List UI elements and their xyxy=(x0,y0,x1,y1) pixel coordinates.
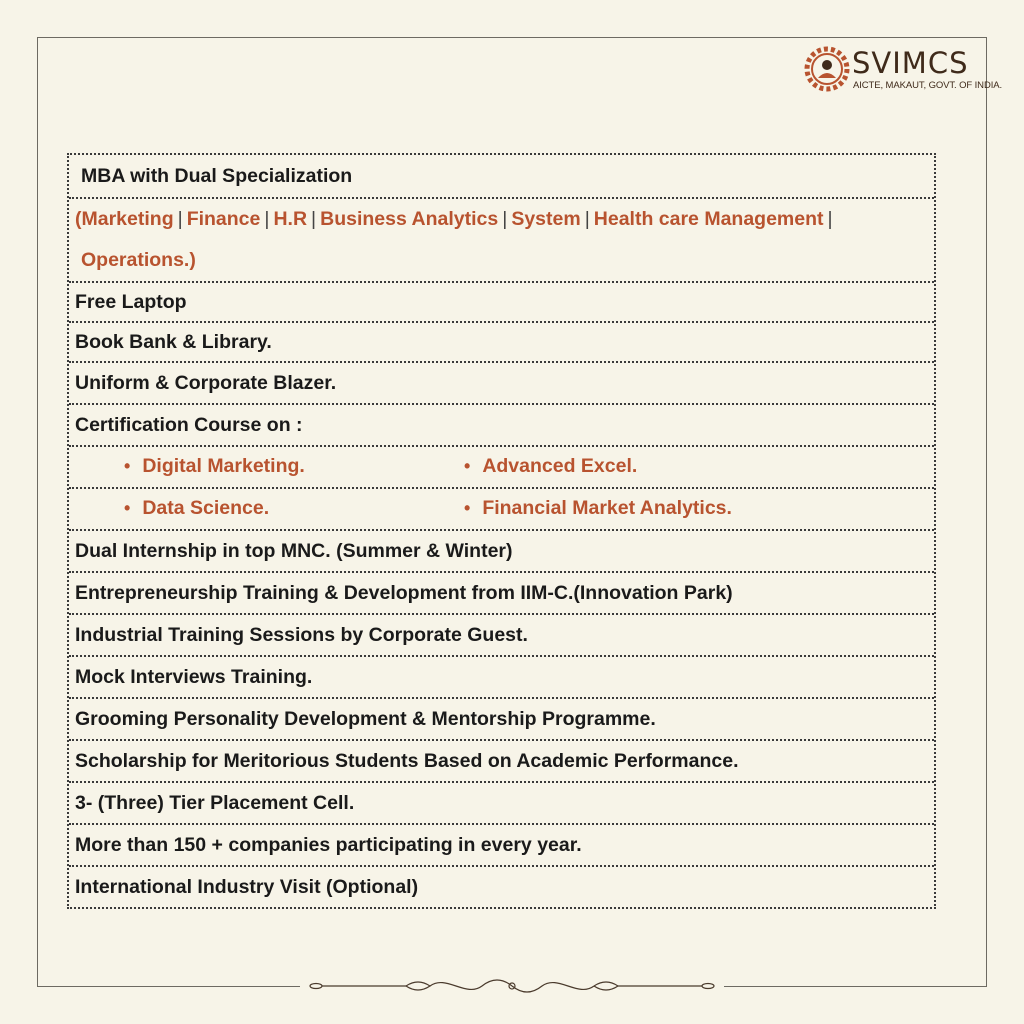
bullet-icon: • xyxy=(124,498,131,518)
list-item: Grooming Personality Development & Mentorship Programme. xyxy=(69,697,934,739)
separator: | xyxy=(264,207,270,230)
brand-name: SVIMCS xyxy=(852,46,969,80)
list-item: 3- (Three) Tier Placement Cell. xyxy=(69,781,934,823)
list-item: Scholarship for Meritorious Students Based on Academic Performance. xyxy=(69,739,934,781)
course-label: Data Science. xyxy=(142,497,270,519)
courses-row-2 xyxy=(69,487,934,529)
table-title: MBA with Dual Specialization xyxy=(81,164,353,187)
course-label: Financial Market Analytics. xyxy=(482,497,732,519)
bullet-icon: • xyxy=(464,456,471,476)
features-table xyxy=(67,153,936,909)
spec-item: Health care Management xyxy=(593,207,824,230)
brand-subtitle: AICTE, MAKAUT, GOVT. OF INDIA. xyxy=(853,80,1003,91)
bullet-icon: • xyxy=(464,498,471,518)
separator: | xyxy=(311,207,317,230)
list-item: Uniform & Corporate Blazer. xyxy=(69,361,934,403)
list-item: More than 150 + companies participating in every year. xyxy=(69,823,934,865)
specializations-open: ( xyxy=(75,207,82,230)
course-item xyxy=(124,455,305,478)
course-label: Digital Marketing. xyxy=(142,455,305,477)
course-item xyxy=(124,497,269,520)
course-item xyxy=(464,497,732,520)
list-item: International Industry Visit (Optional) xyxy=(69,865,934,907)
separator: | xyxy=(827,207,833,230)
spec-item: System xyxy=(511,207,581,230)
spec-item: Marketing xyxy=(81,207,174,230)
flourish-ornament-icon xyxy=(306,974,718,998)
separator: | xyxy=(177,207,183,230)
list-item: Mock Interviews Training. xyxy=(69,655,934,697)
spec-item: Business Analytics xyxy=(320,207,499,230)
courses-row-1 xyxy=(69,445,934,487)
list-item: Dual Internship in top MNC. (Summer & Winter) xyxy=(69,529,934,571)
list-item: Entrepreneurship Training & Development from IIM-C.(Innovation Park) xyxy=(69,571,934,613)
specializations-tail: Operations.) xyxy=(81,248,196,271)
specializations-row xyxy=(69,197,934,239)
spec-item: H.R xyxy=(273,207,308,230)
separator: | xyxy=(584,207,590,230)
list-item: Book Bank & Library. xyxy=(69,321,934,361)
course-item xyxy=(464,455,637,478)
separator: | xyxy=(502,207,508,230)
bullet-icon: • xyxy=(124,456,131,476)
list-item: Industrial Training Sessions by Corporate Guest. xyxy=(69,613,934,655)
spec-item: Finance xyxy=(186,207,261,230)
course-label: Advanced Excel. xyxy=(482,455,638,477)
gear-emblem-icon xyxy=(807,49,847,89)
list-item: Certification Course on : xyxy=(69,403,934,445)
list-item: Free Laptop xyxy=(69,281,934,321)
